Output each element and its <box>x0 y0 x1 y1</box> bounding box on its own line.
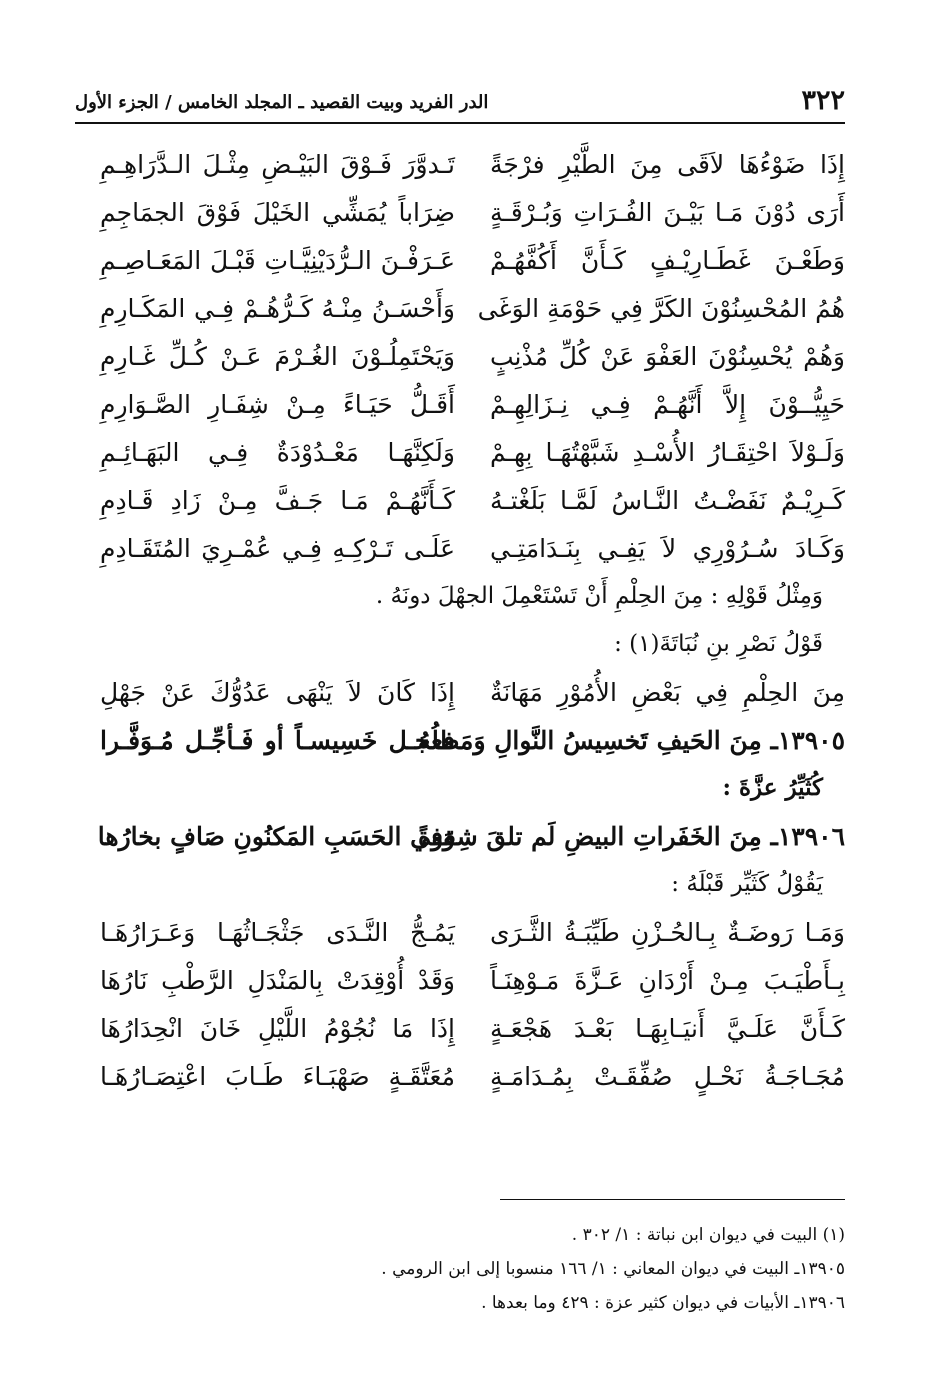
verse-line <box>100 908 845 956</box>
verse-first-hemistich: إِذَا ضَوْءُهَا لاَقَى مِنَ الطَّيْرِ فرْجَةً <box>490 149 845 179</box>
verse-line <box>100 140 845 188</box>
verse-first-hemistich: وَكَـادَ سُـرُوْرِي لاَ يَفِـي بِنَـدَامَتِـي <box>490 533 845 563</box>
page-number: ٣٢٢ <box>801 85 845 116</box>
verse-second-hemistich: إِذَا كَانَ لاَ يَنْهَى عَدُوُّكَ عَنْ جَهْلِ <box>100 677 455 707</box>
verse-line <box>100 332 845 380</box>
verse-second-hemistich: عَلَـى تَـرْكِـهِ فِـي عُمْـرِيَ المُتَقَـادِمِ <box>100 533 455 563</box>
footnote: (١) البيت في ديوان ابن نباتة : ١/ ٣٠٢ . <box>571 1225 845 1245</box>
verse-line <box>100 236 845 284</box>
verse-second-hemistich: أَقَـلُّ حَيَـاءً مِـنْ شِفَـارِ الصَّـوَارِمِ <box>100 389 455 419</box>
verse-line <box>100 956 845 1004</box>
verse-line <box>100 428 845 476</box>
verse-second-hemistich: عَـرَفْـنَ الـرُّدَيْنِيَّـاتِ قَبْـلَ المَعَـاصِـمِ <box>100 245 455 275</box>
verse-line <box>100 476 845 524</box>
verse-first-hemistich: وَمَـا رَوضَـةٌ بِـالحُـزْنِ طَيِّبَـةُ الثَّـرَى <box>490 917 845 947</box>
verse-first-hemistich: وَلَـوْلاَ احْتِقَـارُ الأُسْـدِ شَبَّهْتُهَـا بِهِـمْ <box>490 437 845 467</box>
footnotes <box>100 1218 845 1320</box>
verse-second-hemistich: إِذَا مَا نُجُوْمُ اللَّيْلِ خَانَ انْحِدَارُهَا <box>100 1013 455 1043</box>
verse-line <box>100 284 845 332</box>
verse-first-hemistich: حَيِيُّــوْنَ إِلاَّ أَنَّهُـمْ فِـي نِـزَالِهِـمْ <box>490 389 845 419</box>
page-header <box>75 70 845 124</box>
verse-line <box>100 380 845 428</box>
footnote-separator <box>500 1199 845 1200</box>
numbered-verse-13906 <box>97 812 845 860</box>
verse-line <box>100 188 845 236</box>
verse-first-hemistich: مُجَـاجَـةُ نَحْـلٍ صُفِّقَـتْ بِمُـدَامَـةٍ <box>490 1061 845 1091</box>
verse-second-hemistich: تَـدوَّرَ فَـوْقَ البَيْـضِ مِثْـلَ الـدَّرَاهِـمِ <box>100 149 455 179</box>
verse-first-hemistich: وَهُمْ يُحْسِنُوْنَ العَفْوَ عَنْ كُلِّ مُذْنِبٍ <box>490 341 845 371</box>
verse-first-hemistich: كَـرِيْـمٌ نَفَضْـتُ النَّـاسُ لَمَّـا بَلَغْتـهُ <box>490 485 845 515</box>
verse-line <box>100 1052 845 1100</box>
poet-name: كُثَيِّرُ عزَّةَ : <box>722 774 823 801</box>
verse-first-hemistich: مِنَ الحِلْمِ فِي بَعْضِ الأُمُوْرِ مَهَانَةٌ <box>490 677 845 707</box>
verse-second-hemistich: وَأَحْسَـنُ مِنْـهُ كَـرُّهُـمْ فِـي المَكَـارِمِ <box>100 293 455 323</box>
verse-first-hemistich: وَطَعْـنَ غَطَـارِيْـفٍ كَـأَنَّ أَكُفَّهُـمْ <box>490 245 845 275</box>
verse-first-hemistich: ١٣٩٠٥ـ مِنَ الحَيفِ تَخسِيسُ النَّوالِ وَمَطلُهُ <box>417 725 845 755</box>
prose-line: يَقُوْلُ كَثَيِّر قَبْلَهُ : <box>671 871 823 897</box>
verse-first-hemistich: هُمُ المُحْسِنُوْنَ الكَرَّ فِي حَوْمَةِ الوَغَى <box>477 293 845 323</box>
footnote: ١٣٩٠٦ـ الأبيات في ديوان كثير عزة : ٤٢٩ وما بعدها . <box>481 1293 845 1313</box>
verse-second-hemistich: ضِرَاباً يُمَشِّي الخَيْلَ فَوْقَ الجمَاجِمِ <box>100 197 455 227</box>
footnote: ١٣٩٠٥ـ البيت في ديوان المعاني : ١/ ١٦٦ منسوبا إلى ابن الرومي . <box>381 1259 845 1279</box>
verse-first-hemistich: بِـأَطْيَـبَ مِـنْ أَرْدَانِ عَـزَّةَ مَـوْهِنَـاً <box>490 965 845 995</box>
verse-first-hemistich: ١٣٩٠٦ـ مِنَ الخَفَراتِ البيضِ لَم تلقَ شِقوةً <box>418 821 845 851</box>
verse-first-hemistich: أَرَى دُوْنَ مَـا بَيْـنَ الفُـرَاتِ وَبُـرْقَـةٍ <box>490 197 845 227</box>
prose-line: وَمِثْلُ قَوْلِهِ : مِنَ الحِلْمِ أَنْ تَسْتَعْمِلَ الجهْلَ دونَهُ . <box>375 583 823 609</box>
verse-second-hemistich: وَلَكِنَّهَـا مَعْـدُوْدَةٌ فِـي البَهَـائِـمِ <box>100 437 455 467</box>
verse-second-hemistich: وَقَدْ أُوْقِدَتْ بِالمَنْدَلِ الرَّطْبِ نَارُهَا <box>100 965 455 995</box>
verse-first-hemistich: كَـأَنَّ عَلَـيَّ أَنيَـابِهَـا بَعْـدَ هَجْعَـةٍ <box>490 1013 845 1043</box>
running-title: الدر الفريد وبيت القصيد ـ المجلد الخامس / الجزء الأول <box>75 92 489 113</box>
prose-line: قَوْلُ نَصْرِ بنِ نُبَاتَةَ(١) : <box>614 631 823 657</box>
verse-line <box>100 668 845 716</box>
verse-second-hemistich: مُعَتَّقَـةٍ صَهْبَـاءَ طَـابَ اعْتِصَـارُهَـا <box>100 1061 455 1091</box>
verse-second-hemistich: فعجـل خَسِيسـاً أو فَـأجِّـل مُـوَفَّـرا <box>100 725 455 755</box>
verse-second-hemistich: وَفي الحَسَبِ المَكنُونِ صَافٍ بخارُها <box>97 821 455 851</box>
verse-second-hemistich: يَمُـجُّ النَّـدَى جَثْجَـاثُهَـا وَعَـرَارُهَـا <box>100 917 455 947</box>
verse-line <box>100 1004 845 1052</box>
verse-line <box>100 524 845 572</box>
verse-second-hemistich: كَـأَنَّهُـمْ مَـا جَـفَّ مِـنْ زَادِ قَـادِمِ <box>100 485 455 515</box>
numbered-verse-13905 <box>100 716 845 764</box>
page-body <box>97 140 845 1100</box>
verse-second-hemistich: وَيَحْتَمِلُـوْنَ الغُـرْمَ عَـنْ كُـلِّ غَـارِمِ <box>100 341 455 371</box>
